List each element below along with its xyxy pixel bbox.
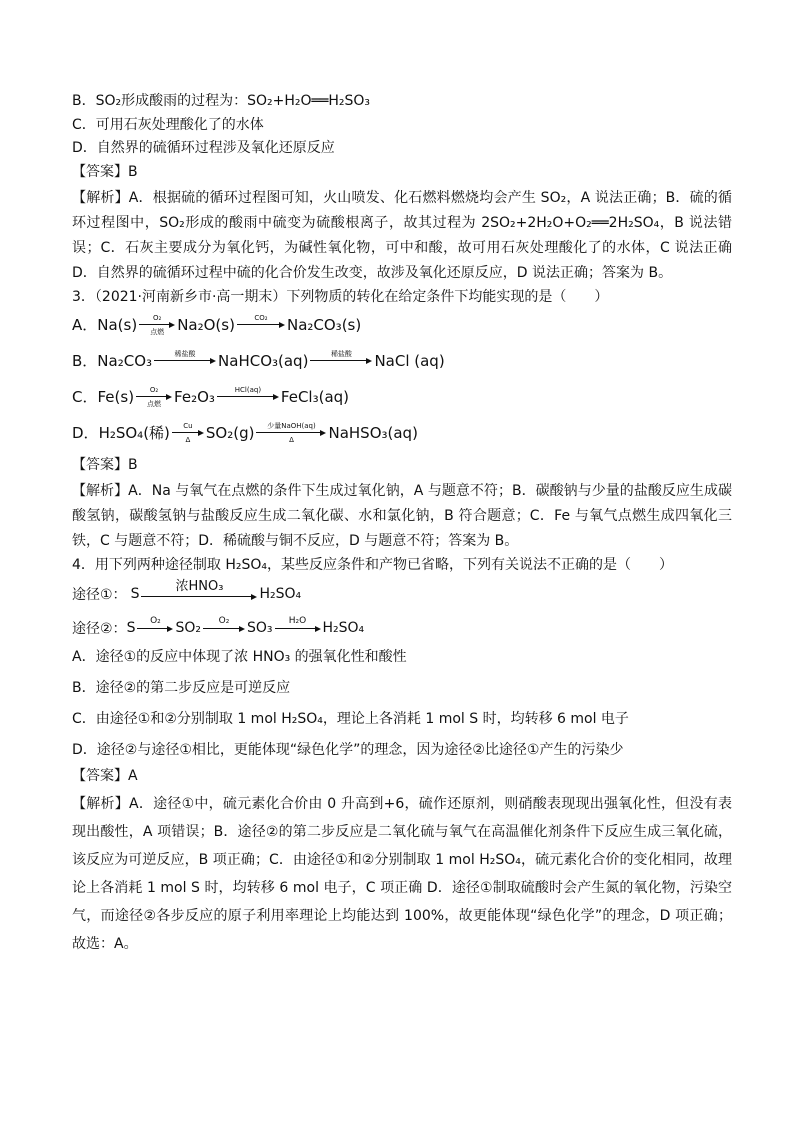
species: Na₂O(s) xyxy=(177,315,235,334)
q4-option-a: A．途径①的反应中体现了浓 HNO₃ 的强氧化性和酸性 xyxy=(72,648,407,665)
answer-q2: 【答案】B xyxy=(72,163,138,180)
arrow-condition-top: CO₂ xyxy=(254,313,268,322)
arrow-condition-top: O₂ xyxy=(153,313,162,322)
arrow-condition-top: O₂ xyxy=(149,385,159,394)
species: Na₂CO₃ xyxy=(97,351,153,370)
species: SO₂ xyxy=(175,619,201,636)
arrow-condition-bottom: 点燃 xyxy=(147,399,162,408)
reaction-arrow xyxy=(217,386,279,408)
arrow-condition-top: H₂O xyxy=(288,615,307,626)
species: NaHCO₃(aq) xyxy=(218,351,309,370)
species: S xyxy=(130,585,140,602)
reaction-arrow xyxy=(203,616,245,640)
arrow-condition-top: O₂ xyxy=(150,615,161,626)
reaction-arrow xyxy=(256,422,326,444)
q4-option-b: B．途径②的第二步反应是可逆反应 xyxy=(72,679,291,696)
option-label: D． xyxy=(72,424,99,442)
arrow-condition-bottom: Δ xyxy=(185,435,191,444)
arrow-condition-top: Cu xyxy=(183,421,193,430)
question-3-stem: 3．（2021·河南新乡市·高一期末）下列物质的转化在给定条件下均能实现的是（ ） xyxy=(72,289,609,305)
analysis-q2: 【解析】A．根据硫的循环过程图可知，火山喷发、化石燃料燃烧均会产生 SO₂，A 说法正确；B．硫的循环过程图中，SO₂形成的酸雨中硫变为硫酸根离子，故其过程为 2SO₂+2H₂O+O₂══2H₂SO₄，B 说法错误；C．石灰主要成分为氧化钙，为碱性氧化物，可中和酸，故可用石灰处理酸化了的水体，C 说法正确 D．自然界的硫循环过程中硫的化合价发生改变，故涉及氧化还原反应，D 说法正确；答案为 B。 xyxy=(72,190,732,281)
species: SO₃ xyxy=(246,619,273,636)
species: Na(s) xyxy=(97,315,138,334)
option-label: A． xyxy=(72,316,98,334)
analysis-q3: 【解析】A．Na 与氧气在点燃的条件下生成过氧化钠，A 与题意不符；B．碳酸钠与少量的盐酸反应生成碳酸氢钠，碳酸氢钠与盐酸反应生成二氧化碳、水和氯化钠，B 符合题意；C．Fe 与氧气点燃生成四氧化三铁，C 与题意不符；D．稀硫酸与铜不反应，D 与题意不符；答案为 B。 xyxy=(72,483,732,549)
arrow-condition-top: 稀盐酸 xyxy=(174,349,196,358)
q3-option-d xyxy=(72,420,732,446)
q3-option-b xyxy=(72,348,732,374)
q4-option-d: D．途径②与途径①相比，更能体现“绿色化学”的理念，因为途径②比途径①产生的污染少 xyxy=(72,741,624,758)
species: H₂SO₄ xyxy=(322,619,365,636)
option-q2-d: D．自然界的硫循环过程涉及氧化还原反应 xyxy=(72,140,335,156)
route-label: 途径①： xyxy=(72,586,127,603)
species: S xyxy=(126,619,136,636)
reaction-arrow xyxy=(141,580,257,608)
species: H₂SO₄ xyxy=(259,585,302,602)
arrow-condition-top: 稀盐酸 xyxy=(330,349,352,358)
q3-option-c xyxy=(72,384,732,410)
reaction-arrow xyxy=(172,422,204,444)
question-4-stem: 4．用下列两种途径制取 H₂SO₄，某些反应条件和产物已省略，下列有关说法不正确的是（ ） xyxy=(72,557,674,573)
reaction-arrow xyxy=(139,314,175,336)
arrow-condition-top: HCl(aq) xyxy=(234,385,262,394)
q3-option-a xyxy=(72,312,732,338)
answer-q3: 【答案】B xyxy=(72,456,138,473)
document-page xyxy=(72,92,732,960)
route-label: 途径②： xyxy=(72,620,127,637)
species: SO₂(g) xyxy=(205,423,255,442)
species: NaCl (aq) xyxy=(374,351,445,370)
option-q2-c: C．可用石灰处理酸化了的水体 xyxy=(72,116,264,133)
species: Fe(s) xyxy=(97,387,135,406)
analysis-q4: 【解析】A．途径①中，硫元素化合价由 0 升高到+6，硫作还原剂，则硝酸表现现出强氧化性，但没有表现出酸性，A 项错误；B．途径②的第二步反应是二氧化硫与氧气在高温催化剂条件下反应生成三氧化硫，该反应为可逆反应，B 项正确；C．由途径①和②分别制取 1 mol H₂SO₄，硫元素化合价的变化相同，故理论上各消耗 1 mol S 时，均转移 6 mol 电子，C 项正确 D．途径①制取硫酸时会产生氮的氧化物，污染空气，而途径②各步反应的原子利用率理论上均能达到 100%，故更能体现“绿色化学”的理念，D 项正确；故选：A。 xyxy=(72,796,732,952)
answer-q4: 【答案】A xyxy=(72,767,138,784)
species: NaHSO₃(aq) xyxy=(328,423,418,442)
reaction-arrow xyxy=(154,350,216,372)
species: FeCl₃(aq) xyxy=(280,387,350,406)
arrow-condition-top: 少量NaOH(aq) xyxy=(267,421,316,430)
species: Fe₂O₃ xyxy=(174,387,215,406)
reaction-arrow xyxy=(136,386,172,408)
arrow-condition-bottom: 点燃 xyxy=(150,327,165,336)
route-2 xyxy=(72,614,732,642)
q4-option-c: C．由途径①和②分别制取 1 mol H₂SO₄，理论上各消耗 1 mol S 时，均转移 6 mol 电子 xyxy=(72,710,629,727)
option-q2-b: B．SO₂形成酸雨的过程为：SO₂+H₂O══H₂SO₃ xyxy=(72,93,371,109)
arrow-condition-bottom: Δ xyxy=(289,435,294,444)
reaction-arrow xyxy=(237,314,285,336)
option-label: C． xyxy=(72,388,98,406)
reaction-arrow xyxy=(137,616,173,640)
reaction-arrow xyxy=(275,616,321,640)
route-1 xyxy=(72,580,732,608)
reaction-arrow xyxy=(310,350,372,372)
species: Na₂CO₃(s) xyxy=(286,315,362,334)
arrow-condition-top: O₂ xyxy=(218,615,230,626)
species: H₂SO₄(稀) xyxy=(98,424,170,442)
option-label: B． xyxy=(72,352,98,370)
arrow-condition-top: 浓HNO₃ xyxy=(175,578,224,594)
